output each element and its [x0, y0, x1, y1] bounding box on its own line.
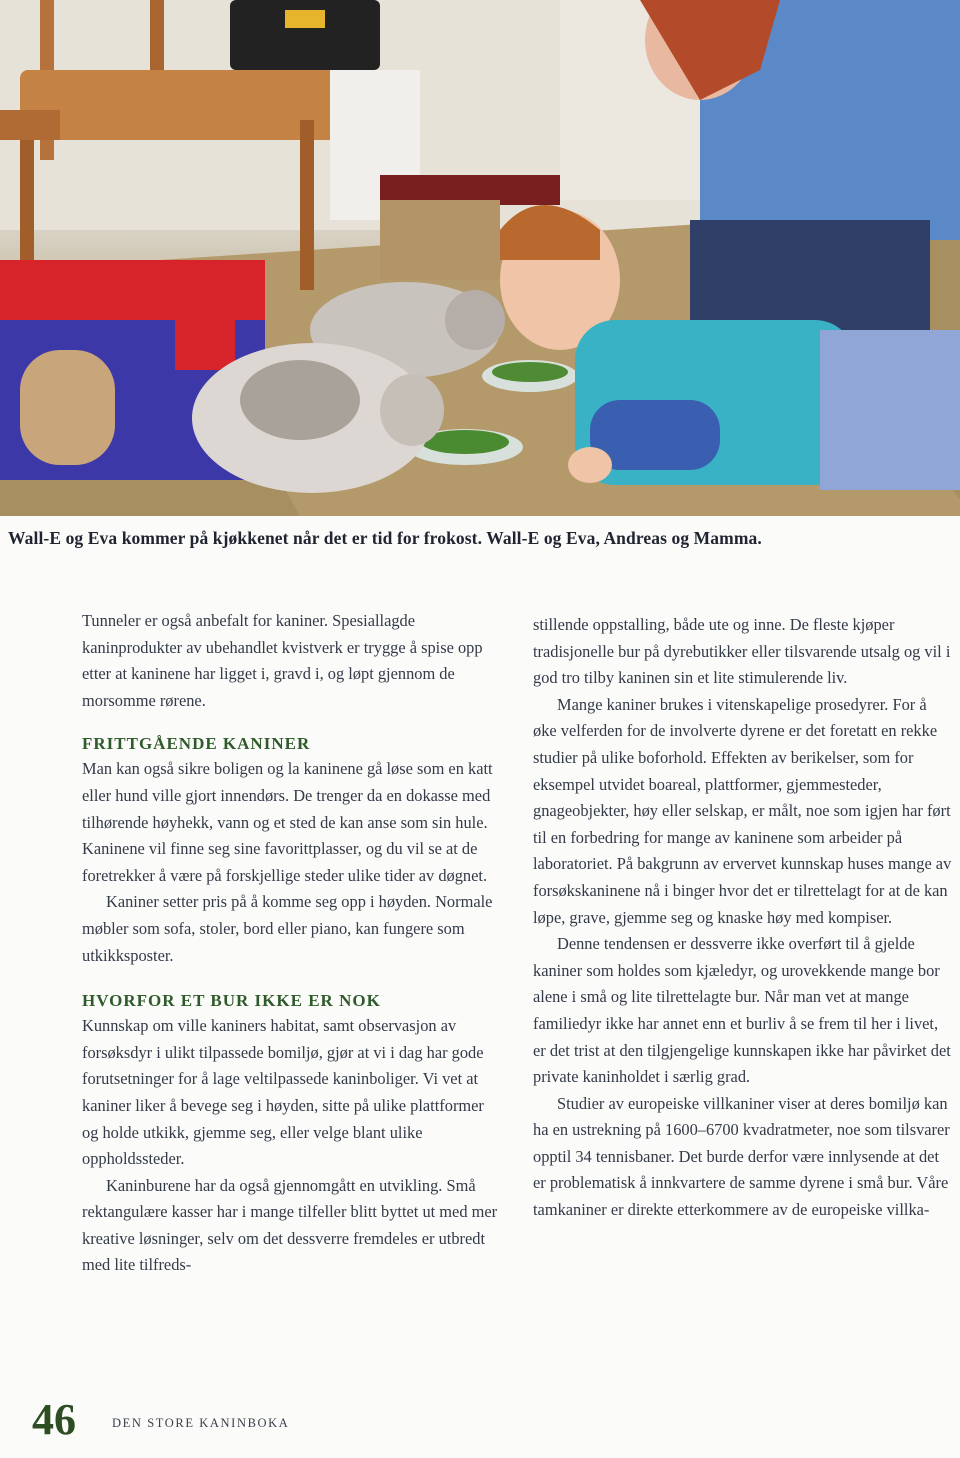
paragraph: Studier av europeiske villkaniner viser at deres bomiljø kan ha en ustrekning på 1600–6700 kvadratmeter, noe som tilsvarer opptil 34 tennisbaner. Det burde derfor være innlysende at det er problematisk å innkvartere de samme dyrene i små bur. Våre tamkaniner er direkte etterkommere av de europeiske villka- — [533, 1093, 950, 1220]
photo — [0, 0, 960, 516]
paragraph: stillende oppstalling, både ute og inne. De fleste kjøper tradisjonelle bur på dyrebutikker eller tilsvarende utsalg og vil i god tro tilby kaninen sin et lite stimulerende liv. — [533, 615, 951, 688]
paragraph: Kaninburene har da også gjennomgått en utvikling. Små rektangulære kasser har i mange tilfeller blitt byttet ut med mer kreative løsninger, selv om det dessverre fremdeles er utbredt med lite tilfreds- — [82, 1175, 498, 1275]
paragraph: Tunneler er også anbefalt for kaniner. Spesiallagde kaninprodukter av ubehandlet kvistverk er trygge å spise opp etter at kaninene har ligget i, gravd i, og løpt gjennom de morsomme rørene. — [82, 611, 483, 710]
section-heading: FRITTGÅENDE KANINER — [82, 734, 311, 754]
right-column — [533, 612, 953, 1224]
left-column — [82, 608, 502, 1279]
book-title: DEN STORE KANINBOKA — [112, 1416, 290, 1430]
paragraph: Man kan også sikre boligen og la kaninene gå løse som en katt eller hund ville gjort innendørs. De trenger da en dokasse med tilhørende høyhekk, vann og et sted de kan anse som sin hule. Kaninene vil finne seg sine favorittplasser, og du vil se at de foretrekker å være på forskjellige steder ulike tider av døgnet. — [82, 759, 493, 885]
paragraph: Kunnskap om ville kaniners habitat, samt observasjon av forsøksdyr i ulikt tilpassede bomiljø, gjør at vi i dag har gode forutsetninger for å lage veltilpassede kaninboliger. Vi vet at kaniner liker å bevege seg i høyden, sitte på ulike plattformer og holde utkikk, gjemme seg, eller velge blant ulike oppholdssteder. — [82, 1016, 484, 1169]
paragraph: Mange kaniner brukes i vitenskapelige prosedyrer. For å øke velferden for de involverte dyrene er det foretatt en rekke studier på ulike boforhold. Effekten av berikelser, som for eksempel utvidet boareal, plattformer, gjemmesteder, gnageobjekter, høy eller selskap, er målt, noe som igjen har ført til en forbedring for mange av kaninene som arbeider på laboratoriet. På bakgrunn av ervervet kunnskap huses mange av forsøkskaninene nå i binger hvor det er tilrettelagt for at de kan løpe, grave, gjemme seg og knaske høy med kompiser. — [533, 694, 952, 927]
paragraph: Kaniner setter pris på å komme seg opp i høyden. Normale møbler som sofa, stoler, bord eller piano, kan fungere som utkikksposter. — [82, 892, 493, 965]
section-heading: HVORFOR ET BUR IKKE ER NOK — [82, 991, 381, 1011]
paragraph: Denne tendensen er dessverre ikke overført til å gjelde kaniner som holdes som kjæledyr, og urovekkende mange bor alene i små og lite tilrettelagte bur. Når man vet at mange familiedyr ikke har annet enn et burliv å se frem til her i livet, er det trist at den tilgjengelige kunnskapen ikke har påvirket det private kaninholdet i særlig grad. — [533, 934, 951, 1087]
photo-caption: Wall-E og Eva kommer på kjøkkenet når det er tid for frokost. Wall-E og Eva, Andreas og Mamma. — [8, 528, 762, 548]
page-number: 46 — [32, 1395, 76, 1444]
photo-rabbits-family-icon — [0, 0, 960, 516]
